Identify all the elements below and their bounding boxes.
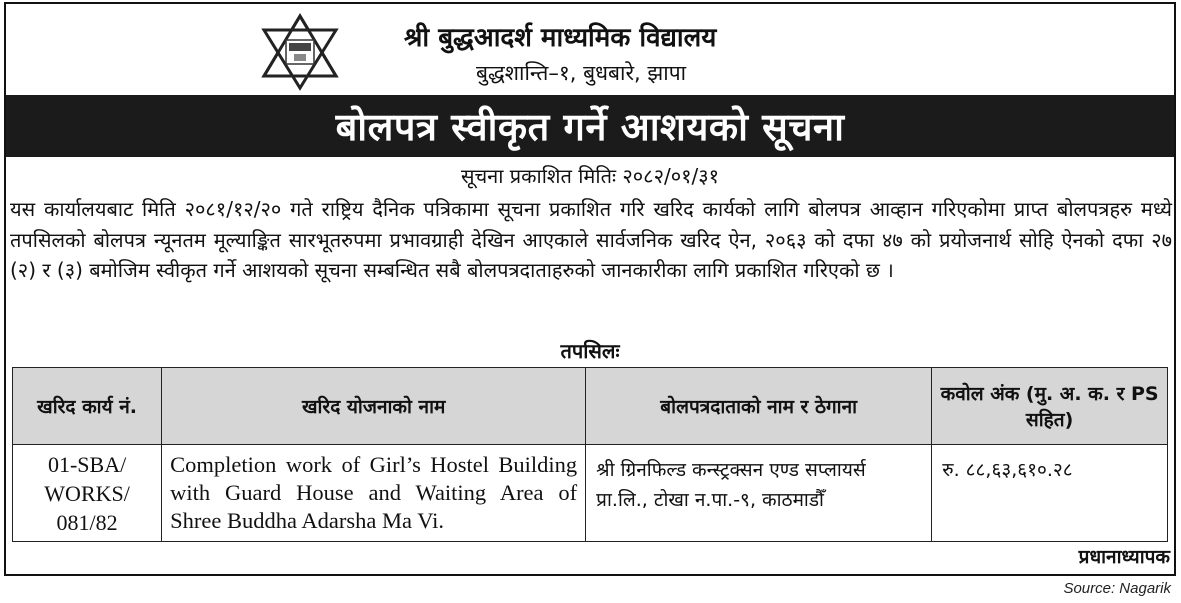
school-address: बुद्धशान्ति–१, बुधबारे, झापा [476, 61, 687, 85]
notice-body: यस कार्यालयबाट मिति २०८१/१२/२० गते राष्ट्रिय दैनिक पत्रिकामा सूचना प्रकाशित गरि खरिद कार्यको लागि बोलपत्र आव्हान गरिएकोमा प्राप्त बोलपत्रहरु मध्ये तपसिलको बोलपत्र न्यूनतम मूल्याङ्कित सारभूतरुपमा प्रभावग्राही देखिन आएकाले सार्वजनिक खरिद ऐन, २०६३ को दफा ४७ को प्रयोजनार्थ सोहि ऐनको दफा २७ (२) र (३) बमोजिम स्वीकृत गर्ने आशयको सूचना सम्बन्धित सबै बोलपत्रदाताहरुको जानकारीका लागि प्रकाशित गरिएको छ । [10, 197, 1172, 282]
header-bidder-name: बोलपत्रदाताको नाम र ठेगाना [586, 368, 932, 445]
signature-title: प्रधानाध्यापक [1078, 546, 1170, 568]
header-bid-amount: कवोल अंक (मु. अ. क. र PS सहित) [932, 368, 1168, 445]
header-project-name: खरिद योजनाको नाम [162, 368, 586, 445]
header-procurement-no: खरिद कार्य नं. [13, 368, 162, 445]
table-row [13, 445, 1168, 542]
table-header-row [13, 368, 1168, 445]
source-credit: Source: Nagarik [1063, 580, 1171, 597]
notice-title: बोलपत्र स्वीकृत गर्ने आशयको सूचना [6, 95, 1174, 157]
bid-amount: रु. ८८,६३,६१०.२८ [932, 445, 1168, 542]
bidder-name-address: श्री ग्रिनफिल्ड कन्स्ट्रक्सन एण्ड सप्लायर्स प्रा.लि., टोखा न.पा.-९, काठमाडौँ [586, 445, 932, 542]
details-heading: तपसिलः [560, 339, 620, 363]
publication-date: सूचना प्रकाशित मितिः २०८२/०१/३१ [460, 164, 720, 188]
school-emblem-icon [258, 12, 342, 92]
procurement-code: 01-SBA/ WORKS/ 081/82 [13, 445, 162, 542]
bid-table [12, 367, 1168, 542]
notice-frame [4, 2, 1176, 576]
school-name: श्री बुद्धआदर्श माध्यमिक विद्यालय [404, 23, 717, 53]
project-name: Completion work of Girl’s Hostel Building with Guard House and Waiting Area of Shree Buddha Adarsha Ma Vi. [162, 445, 586, 542]
